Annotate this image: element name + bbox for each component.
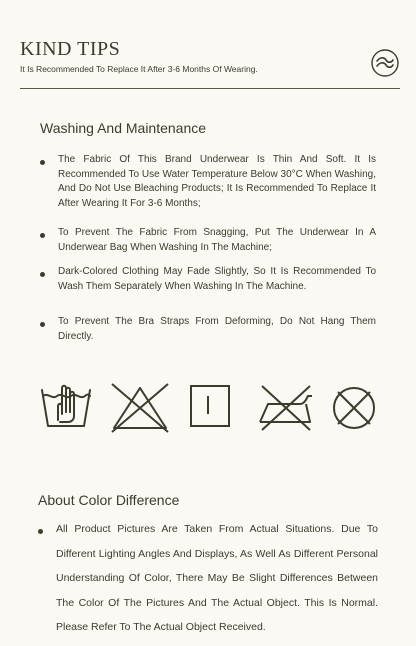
bullet-dot	[38, 529, 43, 534]
bullet-dot	[40, 160, 45, 165]
brand-logo-icon	[370, 48, 400, 78]
bullet-dot	[40, 272, 45, 277]
header	[0, 0, 416, 92]
no-iron-icon	[254, 382, 318, 434]
color-difference-text: All Product Pictures Are Taken From Actual Situations. Due To Different Lighting Angles And Displays, As Well As Different Personal Understanding Of Color, There May Be Slight Differences Between The Color Of The Pictures And The Actual Object. This Is Normal. Please Refer To The Actual Object Received.	[56, 523, 378, 633]
no-bleach-icon	[108, 382, 172, 434]
flat-dry-icon	[188, 382, 232, 430]
bullet-dot	[40, 322, 45, 327]
washing-item-2: To Prevent The Fabric From Snagging, Put The Underwear In A Underwear Bag When Washing In The Machine;	[58, 227, 376, 253]
no-dry-clean-icon	[328, 382, 380, 434]
washing-item-3: Dark-Colored Clothing May Fade Slightly, So It Is Recommended To Wash Them Separately When Washing In The Machine.	[58, 266, 376, 292]
page-title: KIND TIPS	[20, 38, 121, 60]
washing-item-4: To Prevent The Bra Straps From Deforming, Do Not Hang Them Directly.	[58, 316, 376, 342]
hand-wash-icon	[38, 382, 94, 434]
washing-item-1: The Fabric Of This Brand Underwear Is Thin And Soft. It Is Recommended To Use Water Temperature Below 30°C When Washing, And Do Not Use Bleaching Products; It Is Recommended To Replace It After Wearing It For 3-6 Months;	[58, 154, 376, 209]
washing-section-title: Washing And Maintenance	[40, 120, 207, 136]
page-subtitle: It Is Recommended To Replace It After 3-6 Months Of Wearing.	[20, 64, 258, 74]
color-difference-title: About Color Difference	[38, 492, 180, 508]
bullet-dot	[40, 233, 45, 238]
header-divider	[20, 88, 400, 89]
care-icons	[38, 382, 388, 438]
